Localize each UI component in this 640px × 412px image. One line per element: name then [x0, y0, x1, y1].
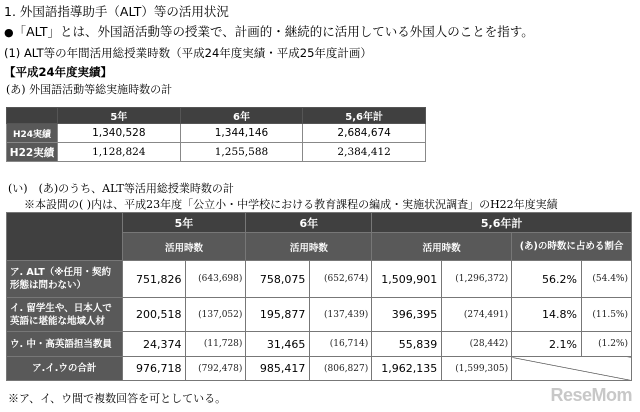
table1-row [7, 124, 426, 143]
cell-grade6: 31,465 [246, 332, 310, 357]
cell-grade6: 985,417 [246, 357, 310, 381]
cell-grade5: 200,518 [122, 298, 186, 332]
table1-row [7, 143, 426, 162]
table-row [7, 332, 632, 357]
sub-header-hours: 活用時数 [122, 233, 246, 261]
table1-header-blank [7, 108, 58, 124]
table2-corner [7, 213, 123, 261]
diagonal-empty-cell [512, 357, 632, 381]
cell-total-prev: (1,296,372) [442, 261, 512, 298]
cell-ratio-prev: (11.5%) [581, 298, 631, 332]
footnote: ※ア、イ、ウ間で複数回答を可としている。 [8, 392, 227, 405]
table-row [7, 357, 632, 381]
section-i-title: (い) (あ)のうち、ALT等活用総授業時数の計 [8, 182, 234, 195]
table1-header-grade6: 6年 [180, 108, 303, 124]
cell-total: 55,839 [372, 332, 442, 357]
row-label: H24実績 [7, 124, 58, 143]
table2-header-grade5: 5年 [122, 213, 246, 233]
cell-total-prev: (274,491) [442, 298, 512, 332]
cell-grade5: 751,826 [122, 261, 186, 298]
subsection-title: (1) ALT等の年間活用総授業時数（平成24年度実績・平成25年度計画） [4, 46, 372, 60]
table2-header-grade6: 6年 [246, 213, 372, 233]
cell-total: 2,384,412 [303, 143, 426, 162]
cell-total-prev: (1,599,305) [442, 357, 512, 381]
row-label: ア. ALT（※任用・契約形態は問わない） [7, 261, 123, 298]
definition-text: 「ALT」とは、外国語活動等の授業で、計画的・継続的に活用している外国人のことを指す。 [13, 24, 534, 39]
cell-total: 1,962,135 [372, 357, 442, 381]
cell-total: 396,395 [372, 298, 442, 332]
watermark-logo: ReseMom [550, 385, 632, 405]
cell-grade6-prev: (652,674) [310, 261, 372, 298]
cell-grade6: 1,255,588 [180, 143, 303, 162]
cell-grade5-prev: (137,052) [186, 298, 246, 332]
cell-grade6-prev: (137,439) [310, 298, 372, 332]
cell-grade6: 758,075 [246, 261, 310, 298]
cell-ratio-prev: (1.2%) [581, 332, 631, 357]
cell-grade5-prev: (11,728) [186, 332, 246, 357]
section-i-note: ※本設問の( )内は、平成23年度「公立小・中学校における教育課程の編成・実施状況調査」のH22年度実績 [24, 198, 558, 211]
cell-grade5: 24,374 [122, 332, 186, 357]
cell-grade5-prev: (643,698) [186, 261, 246, 298]
table1-header-row [7, 108, 426, 124]
table2-header-total: 5,6年計 [372, 213, 632, 233]
sub-header-hours: 活用時数 [372, 233, 512, 261]
cell-grade5: 1,128,824 [58, 143, 181, 162]
cell-grade5: 1,340,528 [58, 124, 181, 143]
row-label: ア.イ.ウの合計 [7, 357, 123, 381]
sub-header-ratio: (あ)の時数に占める割合 [512, 233, 632, 261]
cell-grade5-prev: (792,478) [186, 357, 246, 381]
cell-total: 2,684,674 [303, 124, 426, 143]
bullet-icon: ● [4, 26, 14, 39]
cell-ratio-prev: (54.4%) [581, 261, 631, 298]
cell-grade6-prev: (16,714) [310, 332, 372, 357]
row-label: イ. 留学生や、日本人で英語に堪能な地域人材 [7, 298, 123, 332]
cell-total: 1,509,901 [372, 261, 442, 298]
sub-header-hours: 活用時数 [246, 233, 372, 261]
page-heading: 1. 外国語指導助手（ALT）等の活用状況 [4, 4, 229, 19]
cell-ratio: 2.1% [512, 332, 582, 357]
table-row [7, 261, 632, 298]
cell-grade6: 1,344,146 [180, 124, 303, 143]
table1-header-grade5: 5年 [58, 108, 181, 124]
fiscal-year-label: 【平成24年度実績】 [4, 65, 113, 79]
table1-header-total: 5,6年計 [303, 108, 426, 124]
cell-grade5: 976,718 [122, 357, 186, 381]
cell-total-prev: (28,442) [442, 332, 512, 357]
table-row [7, 298, 632, 332]
row-label: H22実績 [7, 143, 58, 162]
definition-note [4, 22, 534, 40]
cell-ratio: 14.8% [512, 298, 582, 332]
total-hours-table [6, 107, 426, 162]
cell-grade6-prev: (806,827) [310, 357, 372, 381]
cell-grade6: 195,877 [246, 298, 310, 332]
table2-group-header-row [7, 213, 632, 233]
alt-hours-table [6, 212, 632, 381]
row-label: ウ. 中・高英語担当教員 [7, 332, 123, 357]
cell-ratio: 56.2% [512, 261, 582, 298]
section-a-title: (あ) 外国語活動等総実施時数の計 [6, 83, 173, 96]
